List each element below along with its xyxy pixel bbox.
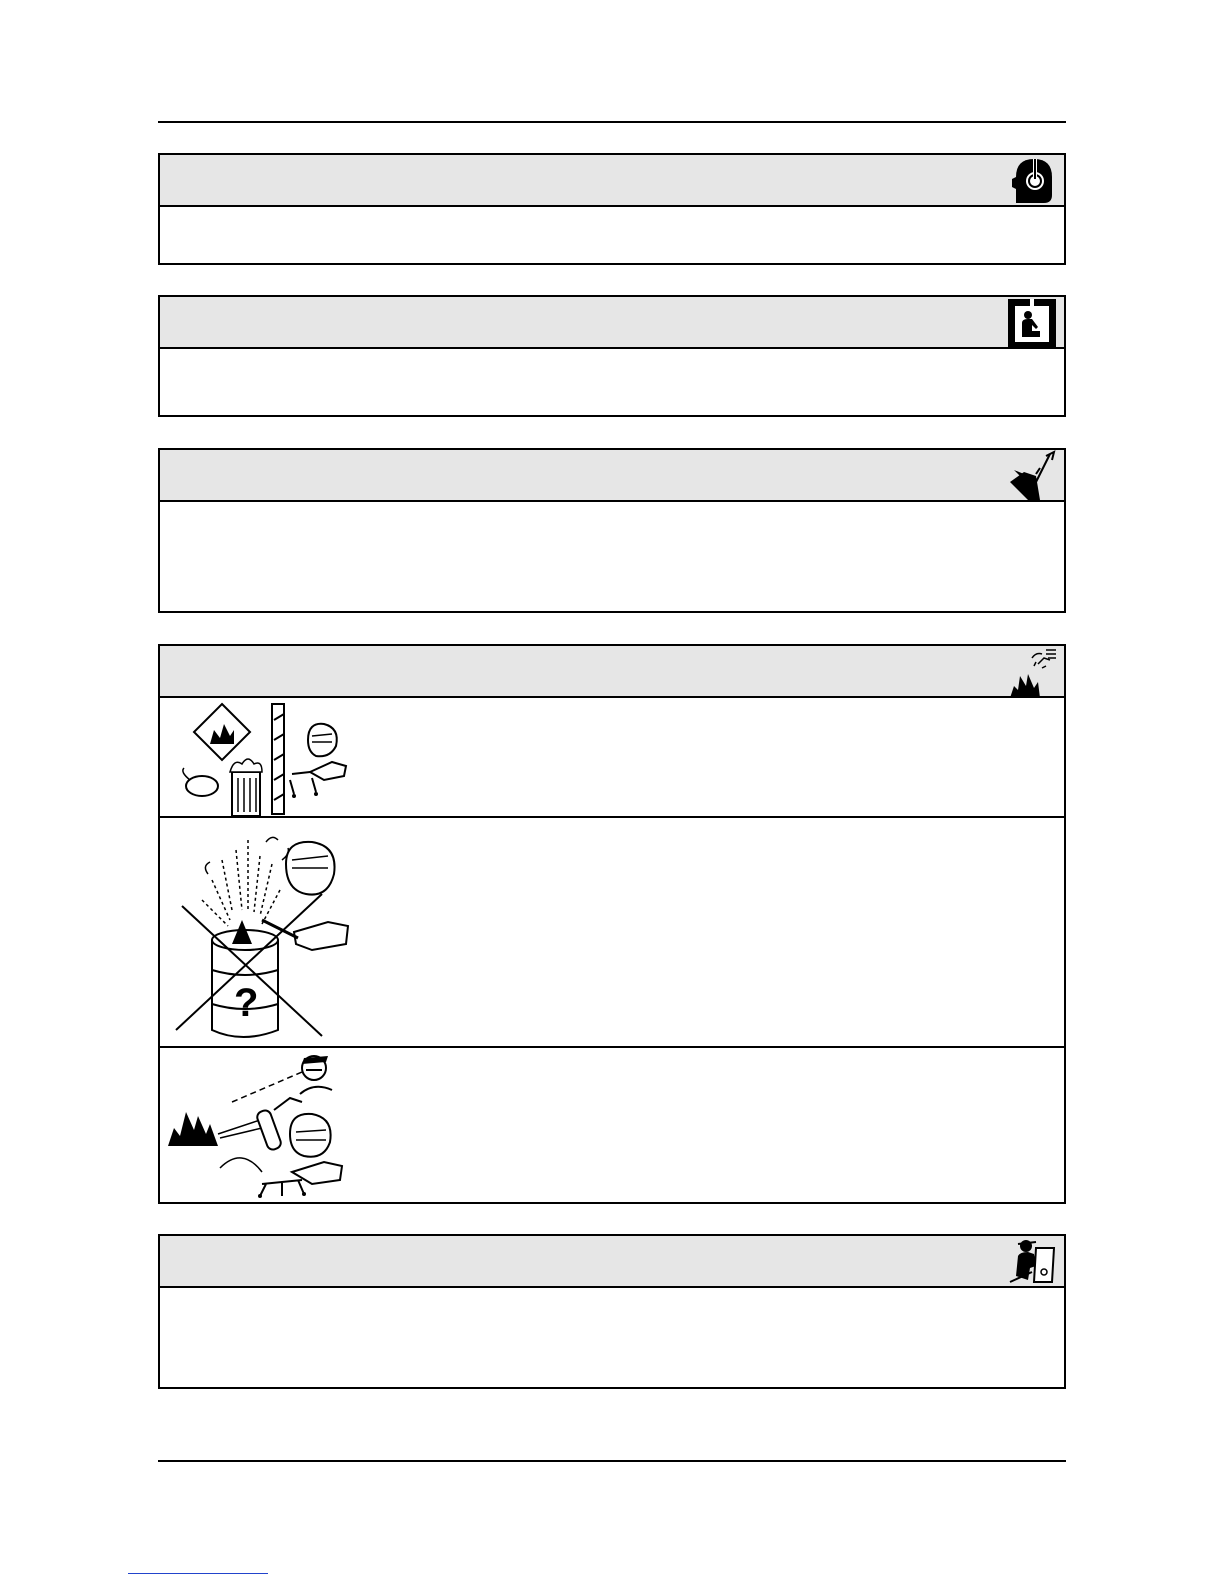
section-body <box>160 349 1064 369</box>
fire-row <box>160 1048 1064 1202</box>
safety-section-hearing <box>158 153 1066 265</box>
section-body <box>160 207 1064 227</box>
section-body <box>160 502 1064 522</box>
fire-row <box>160 698 1064 818</box>
safety-section-confined-space <box>158 295 1066 417</box>
hearing-protection-icon <box>1006 155 1058 207</box>
section-body <box>160 1288 1064 1308</box>
bottom-rule <box>158 1460 1066 1462</box>
closed-container-explosion-illustration <box>162 820 362 1046</box>
section-header <box>160 297 1064 349</box>
safety-section-fire-explosion <box>158 644 1066 1204</box>
safety-section-instructions <box>158 1234 1066 1389</box>
fire-row <box>160 818 1064 1048</box>
section-header <box>160 155 1064 207</box>
fire-watch-extinguisher-illustration <box>162 1050 362 1200</box>
top-rule <box>158 121 1066 123</box>
section-header <box>160 450 1064 502</box>
section-header <box>160 646 1064 698</box>
hot-parts-icon <box>1006 450 1058 502</box>
confined-space-icon <box>1006 297 1058 349</box>
footer-link-underline[interactable] <box>128 1573 268 1574</box>
read-instructions-icon <box>1006 1236 1058 1288</box>
flammable-materials-illustration <box>162 700 362 816</box>
safety-section-hot-parts <box>158 448 1066 613</box>
question-mark: ? <box>234 981 259 1025</box>
fire-explosion-icon <box>1006 646 1058 698</box>
section-header <box>160 1236 1064 1288</box>
section-rows <box>160 698 1064 1202</box>
